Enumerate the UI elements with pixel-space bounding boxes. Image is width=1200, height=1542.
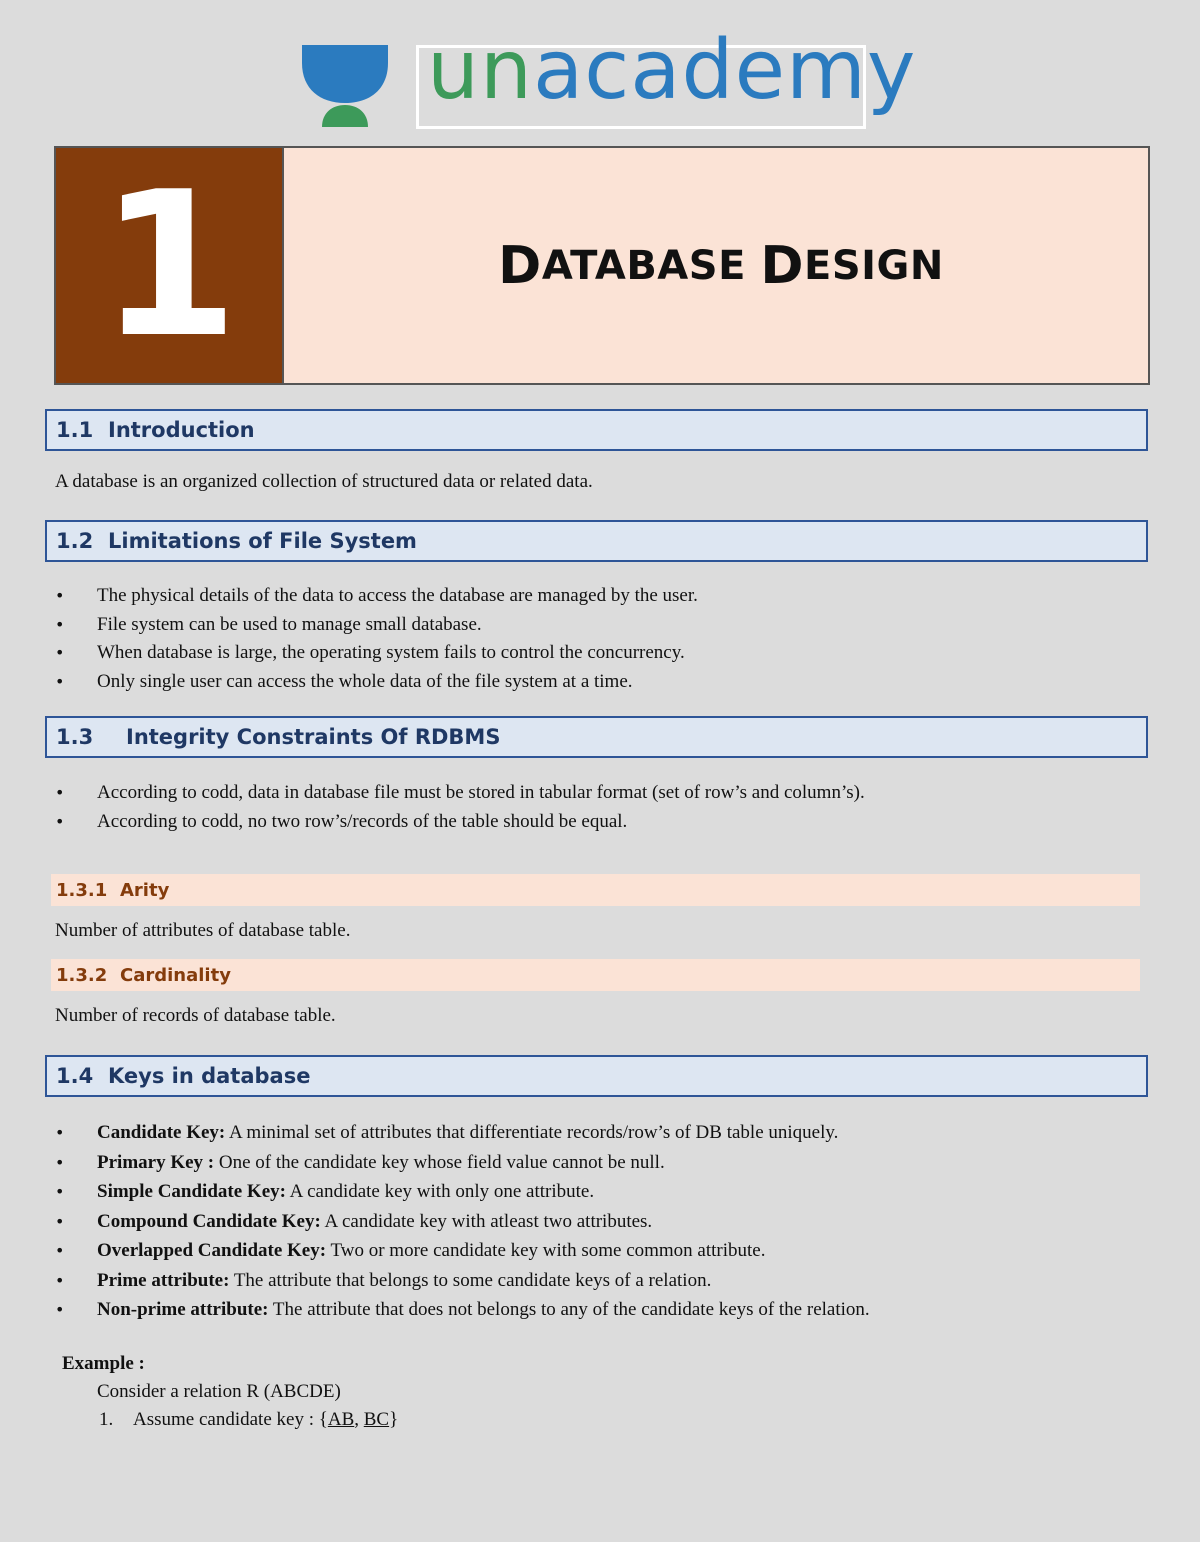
example-step [99,1409,398,1431]
section-title: Introduction [108,418,255,442]
key-description: Two or more candidate key with some common attribute. [326,1240,766,1261]
key-term: Primary Key : [97,1151,215,1173]
list-item: • The physical details of the data to access the database are managed by the user. [0,582,698,611]
list-item [0,1207,870,1237]
section-heading-file-system [45,520,1148,562]
key-term: Compound Candidate Key: [97,1210,321,1232]
example-step-text: Assume candidate key : { [133,1409,328,1430]
section-number: 1.4 [56,1064,94,1088]
keys-list [0,1118,870,1325]
section-title: Keys in database [108,1064,311,1088]
subsection-title: Cardinality [120,964,231,986]
list-item [0,1295,870,1325]
section-number: 1.3 [56,725,94,749]
chapter-title [284,148,1148,383]
list-item: • According to codd, no two row’s/records of the table should be equal. [0,808,865,837]
list-item [0,1266,870,1296]
list-item [0,1236,870,1266]
candidate-key-1: AB [327,1409,355,1430]
example-step-number: 1. [99,1409,114,1430]
list-item: • Only single user can access the whole data of the file system at a time. [0,668,698,697]
list-item [0,1118,870,1148]
section-number: 1.2 [56,529,94,553]
subsection-number: 1.3.2 [56,964,108,986]
chapter-title-rest-1: ATABASE [541,242,746,289]
brand-logo-box [416,23,917,129]
candidate-key-close: } [389,1409,399,1430]
section-heading-keys [45,1055,1148,1097]
brand-wordmark-green: un [427,23,533,118]
key-term: Non-prime attribute: [97,1299,269,1320]
key-term: Simple Candidate Key: [97,1181,286,1202]
candidate-key-2: BC [363,1409,390,1430]
section-heading-introduction [45,409,1148,451]
candidate-key-separator: , [354,1409,364,1430]
example-label: Example : [62,1353,145,1374]
chapter-banner [54,146,1150,385]
key-description: The attribute that belongs to some candidate keys of a relation. [229,1269,712,1291]
integrity-constraints-list [0,779,865,836]
example-relation: Consider a relation R (ABCDE) [97,1381,341,1402]
section-heading-integrity-constraints [45,716,1148,758]
key-description: A minimal set of attributes that differentiate records/row’s of DB table uniquely. [225,1122,839,1143]
unacademy-logo-icon [300,43,390,129]
chapter-title-initial-2: D [760,235,805,296]
section-title: Integrity Constraints Of RDBMS [126,725,501,749]
key-description: A candidate key with atleast two attributes. [320,1210,653,1232]
subsection-heading-cardinality [51,959,1140,991]
list-item [0,1148,870,1178]
list-item: • According to codd, data in database file must be stored in tabular format (set of row’s and column’s). [0,779,865,808]
section-number: 1.1 [56,418,94,442]
list-item: • File system can be used to manage small database. [0,611,698,640]
chapter-number: 1 [56,148,284,383]
key-description: One of the candidate key whose field value cannot be null. [214,1151,665,1173]
key-term: Candidate Key: [97,1122,226,1143]
subsection-title: Arity [120,879,170,901]
key-term: Prime attribute: [97,1269,230,1291]
key-description: The attribute that does not belongs to any of the candidate keys of the relation. [268,1299,870,1320]
arity-text: Number of attributes of database table. [55,920,351,941]
list-item: • When database is large, the operating system fails to control the concurrency. [0,639,698,668]
subsection-heading-arity [51,874,1140,906]
subsection-number: 1.3.1 [56,879,108,901]
cardinality-text: Number of records of database table. [55,1005,336,1026]
chapter-title-initial-1: D [498,235,542,296]
file-system-limitations-list [0,582,698,696]
key-description: A candidate key with only one attribute. [285,1181,595,1202]
brand-wordmark-blue: academy [532,23,917,118]
section-title: Limitations of File System [108,529,417,553]
list-item [0,1177,870,1207]
key-term: Overlapped Candidate Key: [97,1240,327,1261]
introduction-text: A database is an organized collection of structured data or related data. [55,471,593,492]
chapter-title-rest-2: ESIGN [804,242,944,289]
brand-wordmark [427,23,917,118]
